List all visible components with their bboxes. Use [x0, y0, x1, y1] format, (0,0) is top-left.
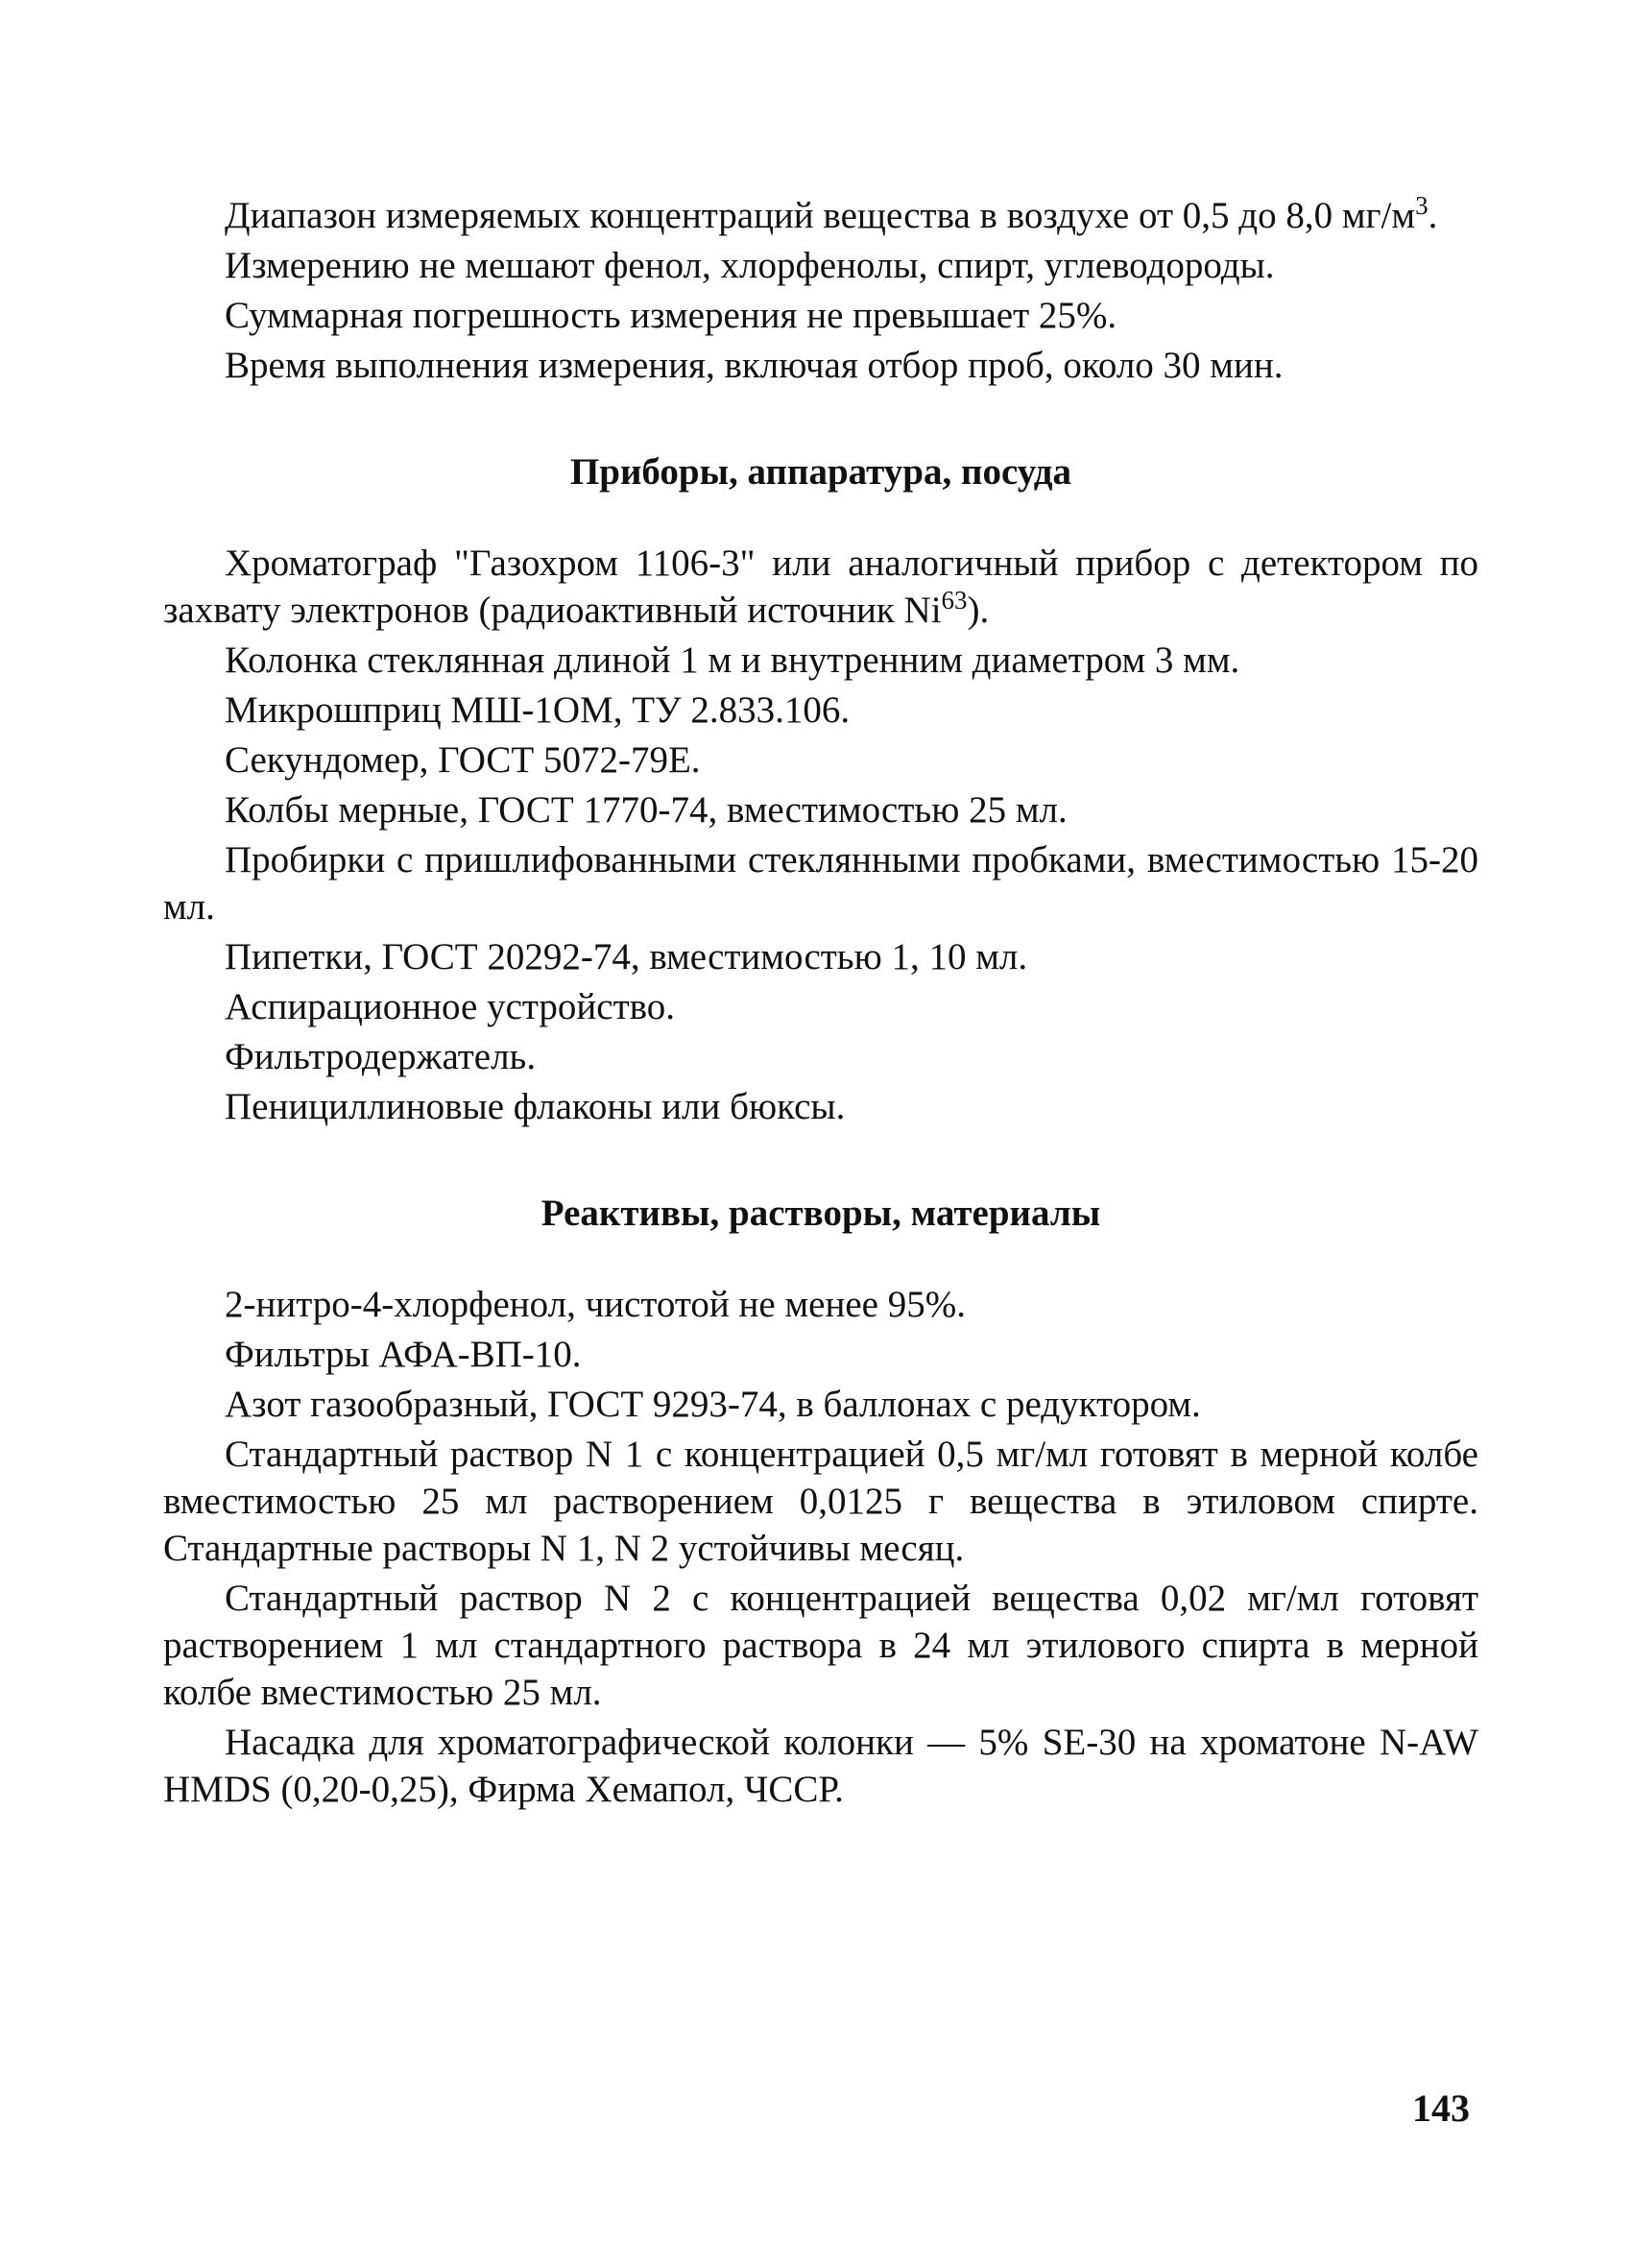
instrument-item: Колонка стеклянная длиной 1 м и внутренним диаметром 3 мм. [225, 639, 1240, 681]
chromatograph-item [163, 540, 1478, 634]
instrument-item: Пенициллиновые флаконы или бюксы. [225, 1086, 846, 1127]
chromatograph-end: ). [967, 590, 990, 631]
time-paragraph: Время выполнения измерения, включая отбор проб, около 30 мин. [225, 345, 1284, 386]
document-page [163, 192, 1478, 1816]
page-number: 143 [1412, 2087, 1470, 2130]
reagent-item: Азот газообразный, ГОСТ 9293-74, в баллонах с редуктором. [225, 1384, 1201, 1425]
range-end: . [1428, 195, 1438, 236]
reagent-item: Насадка для хроматографической колонки — 5% SE-30 на хроматоне N-AW HMDS (0,20-0,25), Фирма Хемапол, ЧССР. [163, 1722, 1478, 1810]
instrument-item: Пипетки, ГОСТ 20292-74, вместимостью 1, 10 мл. [225, 936, 1028, 977]
reagents-heading: Реактивы, растворы, материалы [540, 1193, 1101, 1234]
error-paragraph: Суммарная погрешность измерения не превышает 25%. [225, 295, 1117, 336]
reagent-item: Стандартный раствор N 1 с концентрацией 0,5 мг/мл готовят в мерной колбе вместимостью 25 мл растворением 0,0125 г вещества в этиловом спирте. Стандартные растворы N 1, N 2 устойчивы месяц. [163, 1434, 1478, 1569]
instrument-item: Фильтродержатель. [225, 1036, 537, 1077]
reagent-item: 2-нитро-4-хлорфенол, чистотой не менее 95%. [225, 1284, 966, 1325]
instrument-item: Микрошприц МШ-1ОМ, ТУ 2.833.106. [225, 689, 851, 731]
instruments-heading: Приборы, аппаратура, посуда [569, 451, 1072, 493]
instrument-item: Колбы мерные, ГОСТ 1770-74, вместимостью 25 мл. [225, 789, 1068, 831]
range-paragraph [163, 192, 1478, 239]
reagent-item: Фильтры АФА-ВП-10. [225, 1334, 582, 1375]
isotope-superscript: 63 [941, 586, 968, 615]
instrument-item: Секундомер, ГОСТ 5072-79Е. [225, 739, 701, 781]
instrument-item: Аспирационное устройство. [225, 986, 676, 1027]
instrument-item: Пробирки с пришлифованными стеклянными пробками, вместимостью 15-20 мл. [163, 839, 1478, 928]
range-unit-superscript: 3 [1415, 191, 1429, 220]
range-text: Диапазон измеряемых концентраций вещества в воздухе от 0,5 до 8,0 мг/м [225, 195, 1416, 236]
interference-paragraph: Измерению не мешают фенол, хлорфенолы, спирт, углеводороды. [225, 245, 1275, 286]
chromatograph-text: Хроматограф "Газохром 1106-3" или аналогичный прибор с детектором по захвату электронов (радиоактивный источник Ni [163, 543, 1478, 631]
reagent-item: Стандартный раствор N 2 с концентрацией вещества 0,02 мг/мл готовят растворением 1 мл стандартного раствора в 24 мл этилового спирта в мерной колбе вместимостью 25 мл. [163, 1578, 1478, 1713]
